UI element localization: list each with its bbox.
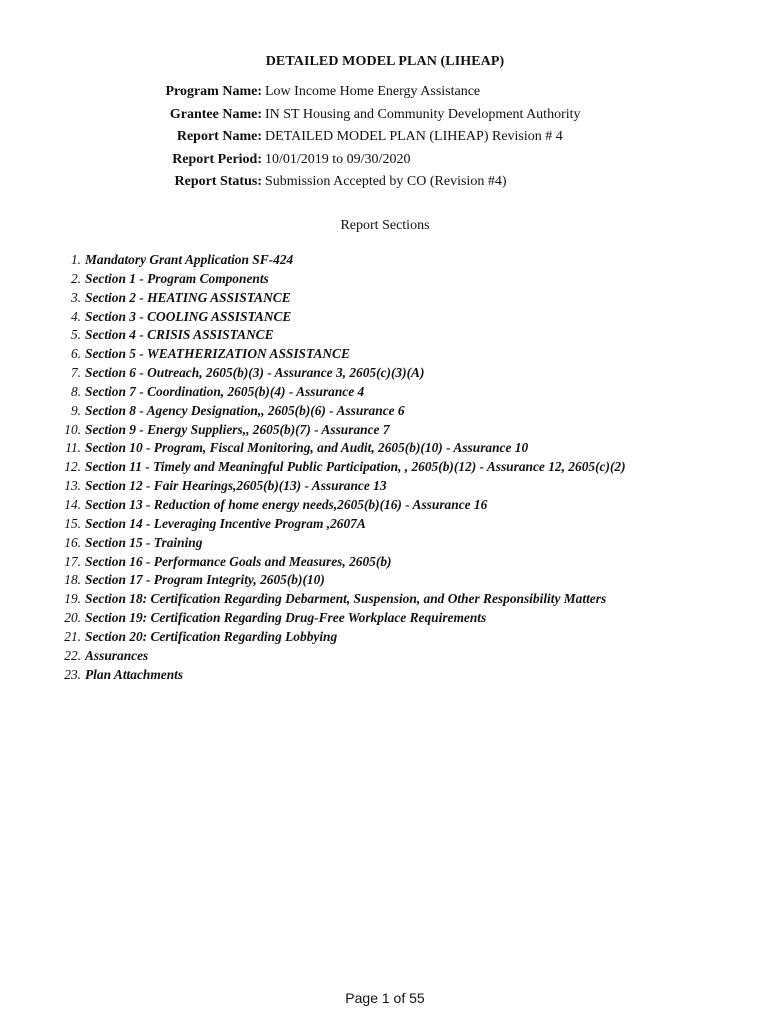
list-item	[0, 572, 770, 591]
list-item	[0, 365, 770, 384]
list-item	[0, 309, 770, 328]
section-number: 4.	[70, 308, 81, 324]
section-number: 8.	[70, 383, 81, 399]
section-number: 18.	[64, 572, 81, 588]
list-item	[0, 384, 770, 403]
section-number: 14.	[64, 496, 81, 512]
section-number: 1.	[70, 252, 81, 267]
section-number: 10.	[64, 421, 81, 437]
section-link-program-integrity[interactable]: Section 17 - Program Integrity, 2605(b)(10)	[85, 572, 325, 588]
section-link-fair-hearings[interactable]: Section 12 - Fair Hearings,2605(b)(13) - Assurance 13	[85, 478, 387, 494]
meta-label: Report Name:	[176, 129, 262, 144]
section-number: 13.	[64, 478, 81, 494]
list-item	[0, 327, 770, 346]
section-number: 23.	[64, 666, 81, 682]
meta-value: Submission Accepted by CO (Revision #4)	[265, 174, 507, 189]
section-number: 12.	[64, 459, 81, 475]
list-item	[0, 535, 770, 554]
section-link-debarment-certification[interactable]: Section 18: Certification Regarding Debarment, Suspension, and Other Responsibility Matters	[85, 591, 607, 607]
list-item	[0, 422, 770, 441]
list-item	[0, 629, 770, 648]
list-item	[0, 440, 770, 459]
section-link-cooling-assistance[interactable]: Section 3 - COOLING ASSISTANCE	[85, 308, 292, 324]
meta-row-report-name	[0, 129, 770, 152]
section-number: 17.	[64, 553, 81, 569]
section-link-crisis-assistance[interactable]: Section 4 - CRISIS ASSISTANCE	[85, 327, 274, 343]
list-item	[0, 459, 770, 478]
meta-label: Program Name:	[165, 84, 262, 99]
meta-value: IN ST Housing and Community Development Authority	[265, 106, 581, 122]
list-item	[0, 497, 770, 516]
section-link-heating-assistance[interactable]: Section 2 - HEATING ASSISTANCE	[85, 289, 291, 305]
section-number: 6.	[70, 346, 81, 362]
report-sections-heading: Report Sections	[340, 218, 430, 233]
section-link-outreach[interactable]: Section 6 - Outreach, 2605(b)(3) - Assurance 3, 2605(c)(3)(A)	[85, 365, 425, 381]
meta-value: Low Income Home Energy Assistance	[265, 84, 481, 99]
list-item	[0, 667, 770, 686]
section-link-sf-424[interactable]: Mandatory Grant Application SF-424	[85, 252, 294, 267]
meta-row-program-name	[0, 84, 770, 107]
list-item	[0, 346, 770, 365]
section-link-lobbying[interactable]: Section 20: Certification Regarding Lobbying	[85, 628, 338, 644]
list-item	[0, 252, 770, 271]
section-number: 7.	[70, 365, 81, 381]
meta-label: Report Status:	[174, 174, 262, 189]
section-link-weatherization-assistance[interactable]: Section 5 - WEATHERIZATION ASSISTANCE	[85, 346, 350, 362]
meta-label: Grantee Name:	[169, 106, 262, 122]
section-link-performance-goals[interactable]: Section 16 - Performance Goals and Measures, 2605(b)	[85, 553, 392, 569]
section-number: 3.	[70, 289, 81, 305]
section-number: 19.	[64, 591, 81, 607]
meta-row-report-status	[0, 174, 770, 197]
list-item	[0, 271, 770, 290]
list-item	[0, 403, 770, 422]
page-number: Page 1 of 55	[345, 990, 425, 1006]
document-title: DETAILED MODEL PLAN (LIHEAP)	[265, 54, 505, 69]
meta-row-grantee-name	[0, 107, 770, 130]
section-link-plan-attachments[interactable]: Plan Attachments	[85, 666, 184, 682]
section-number: 15.	[64, 515, 81, 531]
section-link-leveraging-incentive[interactable]: Section 14 - Leveraging Incentive Program ,2607A	[85, 515, 366, 531]
section-link-fiscal-monitoring-audit[interactable]: Section 10 - Program, Fiscal Monitoring, and Audit, 2605(b)(10) - Assurance 10	[85, 440, 529, 456]
report-sections-list	[0, 252, 770, 685]
list-item	[0, 648, 770, 667]
list-item	[0, 610, 770, 629]
section-link-training[interactable]: Section 15 - Training	[85, 534, 203, 550]
section-number: 20.	[64, 610, 81, 626]
section-number: 5.	[70, 327, 81, 343]
section-number: 16.	[64, 534, 81, 550]
section-link-energy-needs-reduction[interactable]: Section 13 - Reduction of home energy needs,2605(b)(16) - Assurance 16	[85, 496, 488, 512]
meta-row-report-period	[0, 152, 770, 175]
section-link-drug-free-workplace[interactable]: Section 19: Certification Regarding Drug-Free Workplace Requirements	[85, 610, 487, 626]
section-number: 9.	[70, 402, 81, 418]
list-item	[0, 591, 770, 610]
section-link-program-components[interactable]: Section 1 - Program Components	[85, 270, 269, 286]
list-item	[0, 478, 770, 497]
section-link-agency-designation[interactable]: Section 8 - Agency Designation,, 2605(b)(6) - Assurance 6	[85, 402, 405, 418]
section-number: 2.	[70, 270, 81, 286]
section-number: 21.	[64, 628, 81, 644]
meta-value: DETAILED MODEL PLAN (LIHEAP) Revision # 4	[265, 129, 563, 144]
list-item	[0, 290, 770, 309]
list-item	[0, 516, 770, 535]
section-number: 11.	[65, 440, 81, 456]
section-link-public-participation[interactable]: Section 11 - Timely and Meaningful Public Participation, , 2605(b)(12) - Assurance 12, 2605(c)(2)	[85, 459, 626, 475]
section-link-coordination[interactable]: Section 7 - Coordination, 2605(b)(4) - Assurance 4	[85, 383, 365, 399]
section-link-energy-suppliers[interactable]: Section 9 - Energy Suppliers,, 2605(b)(7) - Assurance 7	[85, 421, 390, 437]
meta-label: Report Period:	[172, 151, 262, 167]
section-number: 22.	[64, 647, 81, 663]
meta-value: 10/01/2019 to 09/30/2020	[265, 151, 411, 167]
section-link-assurances[interactable]: Assurances	[85, 647, 149, 663]
report-meta	[0, 84, 770, 197]
list-item	[0, 554, 770, 573]
